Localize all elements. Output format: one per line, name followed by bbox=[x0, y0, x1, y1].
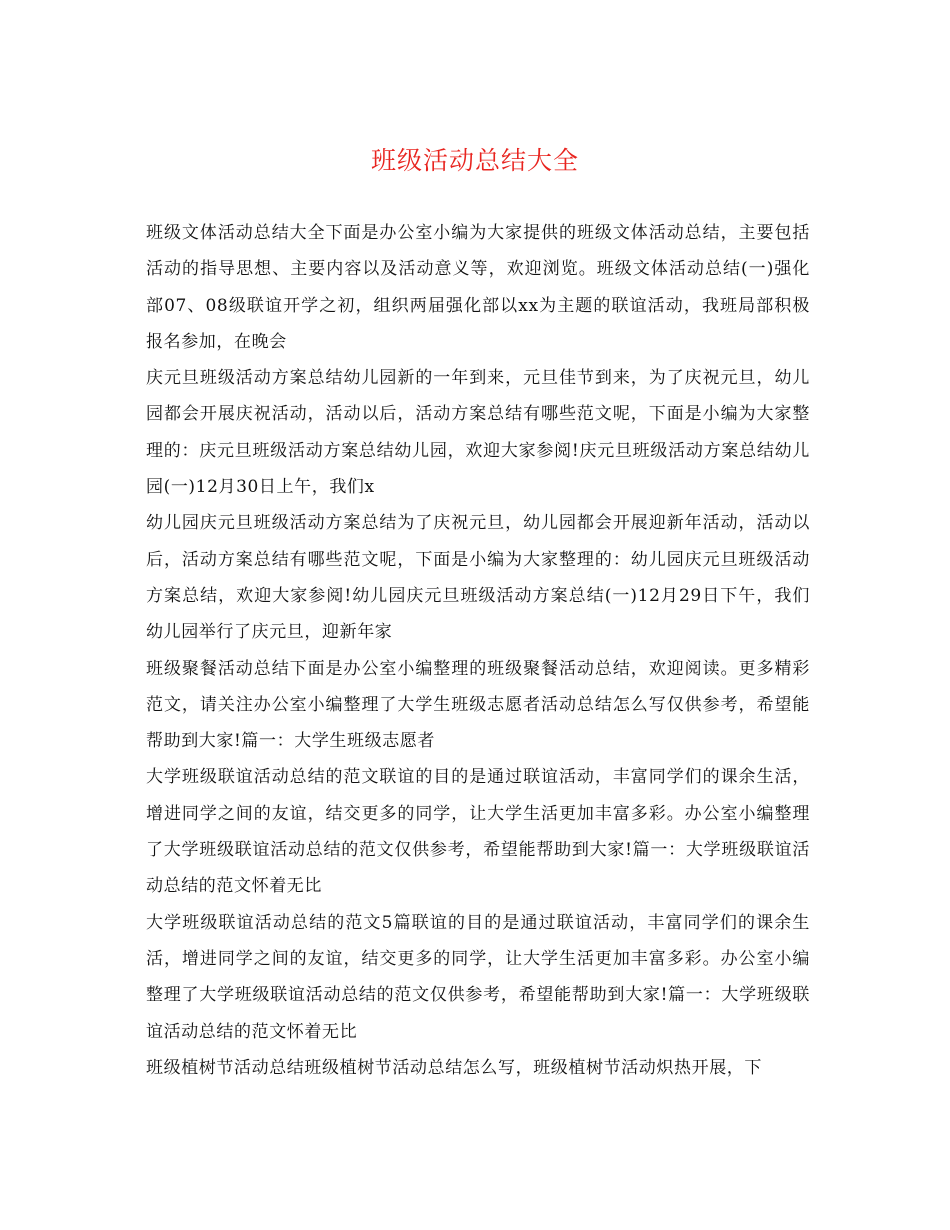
paragraph: 班级植树节活动总结班级植树节活动总结怎么写，班级植树节活动炽热开展，下 bbox=[146, 1057, 762, 1078]
paragraph: 庆元旦班级活动方案总结幼儿园新的一年到来，元旦佳节到来，为了庆祝元旦，幼儿园都会开展庆祝活动，活动以后，活动方案总结有哪些范文呢，下面是小编为大家整理的：庆元旦班级活动方案总结幼儿园，欢迎大家参阅!庆元旦班级活动方案总结幼儿园(一)12月30日上午，我们x bbox=[146, 368, 810, 498]
paragraph: 大学班级联谊活动总结的范文5篇联谊的目的是通过联谊活动，丰富同学们的课余生活，增进同学之间的友谊，结交更多的同学，让大学生活更加丰富多彩。办公室小编整理了大学班级联谊活动总结的范文仅供参考，希望能帮助到大家!篇一：大学班级联谊活动总结的范文怀着无比 bbox=[146, 912, 810, 1042]
document-title: 班级活动总结大全 bbox=[370, 146, 579, 175]
paragraph: 幼儿园庆元旦班级活动方案总结为了庆祝元旦，幼儿园都会开展迎新年活动，活动以后，活动方案总结有哪些范文呢，下面是小编为大家整理的：幼儿园庆元旦班级活动方案总结，欢迎大家参阅!幼儿园庆元旦班级活动方案总结(一)12月29日下午，我们幼儿园举行了庆元旦，迎新年家 bbox=[146, 513, 810, 643]
paragraph: 大学班级联谊活动总结的范文联谊的目的是通过联谊活动，丰富同学们的课余生活，增进同学之间的友谊，结交更多的同学，让大学生活更加丰富多彩。办公室小编整理了大学班级联谊活动总结的范文仅供参考，希望能帮助到大家!篇一：大学班级联谊活动总结的范文怀着无比 bbox=[146, 767, 810, 897]
paragraph: 班级聚餐活动总结下面是办公室小编整理的班级聚餐活动总结，欢迎阅读。更多精彩范文，请关注办公室小编整理了大学生班级志愿者活动总结怎么写仅供参考，希望能帮助到大家!篇一：大学生班级志愿者 bbox=[146, 658, 810, 752]
document-body bbox=[146, 215, 810, 1086]
paragraph: 班级文体活动总结大全下面是办公室小编为大家提供的班级文体活动总结，主要包括活动的指导思想、主要内容以及活动意义等，欢迎浏览。班级文体活动总结(一)强化部07、08级联谊开学之初，组织两届强化部以xx为主题的联谊活动，我班局部积极报名参加，在晚会 bbox=[146, 223, 810, 352]
